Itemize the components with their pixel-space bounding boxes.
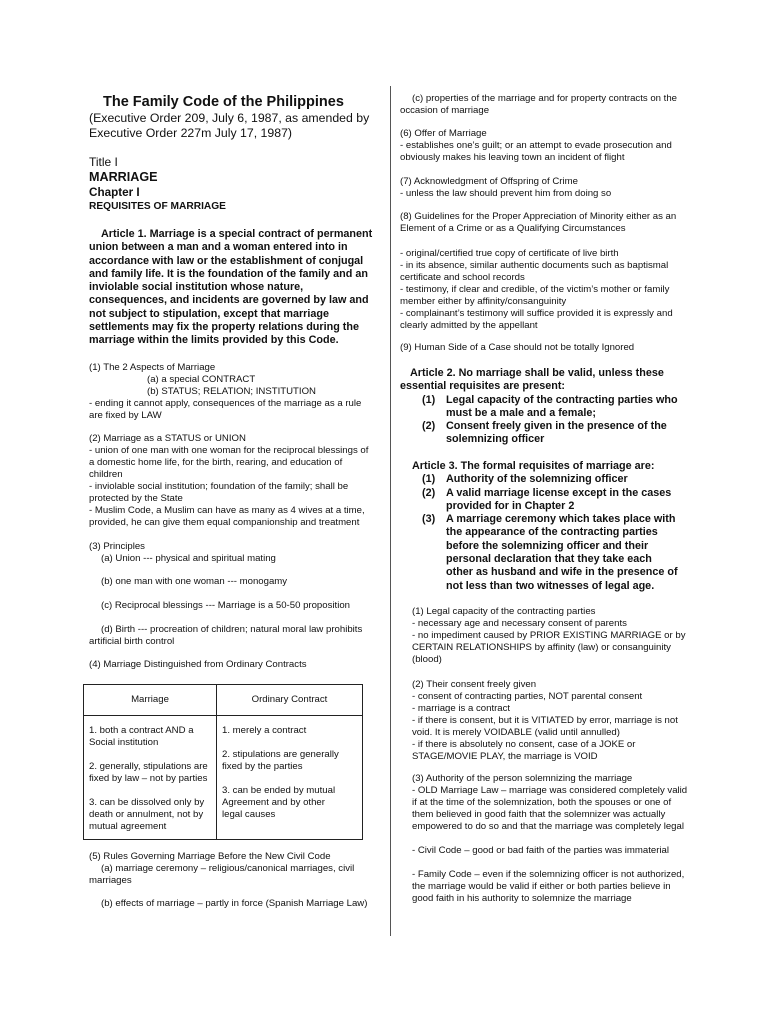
- marriage-cell: [84, 716, 217, 840]
- article-2-item: [400, 420, 692, 433]
- cell-line: Social institution: [89, 737, 159, 748]
- family-code-line: good faith in his authority to solemnize the marriage: [412, 893, 632, 904]
- cell-line: 2. generally, stipulations are: [89, 761, 208, 772]
- evidence-line: certificate and school records: [400, 272, 525, 283]
- civil-code-line: - Civil Code – good or bad faith of the parties was immaterial: [412, 845, 670, 856]
- table-header-marriage: Marriage: [84, 685, 217, 716]
- capacity-line: CERTAIN RELATIONSHIPS by affinity (law) or consanguinity: [412, 642, 671, 653]
- cell-line: mutual agreement: [89, 821, 167, 832]
- status-line: protected by the State: [89, 493, 183, 504]
- table-header-contract: Ordinary Contract: [217, 685, 363, 716]
- status-line: a domestic home life, for the birth, rearing, and education of: [89, 457, 343, 468]
- property-item: [400, 93, 692, 117]
- acknowledgment-line: (7) Acknowledgment of Offspring of Crime: [400, 176, 578, 187]
- status-line: provided, he can give them equal companionship and treatment: [89, 517, 360, 528]
- status-line: - Muslim Code, a Muslim can have as many as 4 wives at a time,: [89, 505, 365, 516]
- article-3-item-continued: provided for in Chapter 2: [446, 499, 575, 512]
- article-1-line: not subject to stipulation, except that marriage: [89, 307, 329, 320]
- rules-heading: (5) Rules Governing Marriage Before the New Civil Code: [89, 851, 331, 862]
- rules-item: (a) marriage ceremony – religious/canonical marriages, civil: [101, 863, 355, 874]
- principle-item-continued: artificial birth control: [89, 636, 175, 647]
- table-row: [84, 716, 363, 840]
- article-3-item: [400, 487, 692, 500]
- principle-item: (c) Reciprocal blessings --- Marriage is a 50-50 proposition: [101, 600, 351, 611]
- article-3-item-continued: before the solemnizing officer and their: [446, 539, 649, 552]
- property-line: occasion of marriage: [400, 105, 490, 116]
- cell-line: 1. both a contract AND a: [89, 725, 194, 736]
- consent-line: - consent of contracting parties, NOT parental consent: [412, 691, 643, 702]
- item-number: (1): [422, 473, 436, 486]
- consent-line: - if there is absolutely no consent, case of a JOKE or: [412, 739, 636, 750]
- human-side: [400, 342, 692, 354]
- authority-line: if at the time of the solemnization, both the spouses or one of: [412, 797, 672, 808]
- offer-line: (6) Offer of Marriage: [400, 128, 487, 139]
- cell-line: fixed by law – not by parties: [89, 773, 208, 784]
- acknowledgment-line: - unless the law should prevent him from doing so: [400, 188, 612, 199]
- consent-line: (2) Their consent freely given: [412, 679, 537, 690]
- article-1-line: settlements may fix the property relations during the: [89, 321, 359, 334]
- acknowledgment-section: [400, 176, 692, 200]
- article-1-line: marriage within the limits provided by this Code.: [89, 334, 339, 347]
- aspects-heading: (1) The 2 Aspects of Marriage: [89, 362, 216, 373]
- marriage-cell-item: [89, 725, 211, 749]
- article-2-line: Article 2. No marriage shall be valid, unless these: [410, 367, 664, 379]
- cell-line: legal causes: [222, 809, 276, 820]
- status-line: - union of one man with one woman for the reciprocal blessings of: [89, 445, 369, 456]
- article-2: [400, 367, 692, 447]
- principle-item: (b) one man with one woman --- monogamy: [101, 576, 288, 587]
- guidelines-line: Element of a Crime or as a Qualifying Circumstances: [400, 223, 626, 234]
- article-2-item-continued: solemnizing officer: [446, 433, 545, 446]
- column-divider: [390, 86, 391, 936]
- article-1-line: inviolable social institution whose nature,: [89, 281, 304, 294]
- item-text: Authority of the solemnizing officer: [446, 473, 628, 486]
- cell-line: 3. can be dissolved only by: [89, 797, 205, 808]
- aspects-note: - ending it cannot apply, consequences of the marriage as a rule: [89, 398, 362, 409]
- article-3: [400, 460, 692, 593]
- article-3-line: Article 3. The formal requisites of marriage are:: [412, 460, 655, 472]
- family-code-line: - Family Code – even if the solemnizing officer is not authorized,: [412, 869, 685, 880]
- guidelines-line: (8) Guidelines for the Proper Appreciation of Minority either as an: [400, 211, 677, 222]
- human-side-line: (9) Human Side of a Case should not be totally Ignored: [400, 342, 635, 353]
- article-3-item: [400, 513, 692, 526]
- capacity-line: - necessary age and necessary consent of parents: [412, 618, 627, 629]
- contract-cell-item: [222, 725, 357, 737]
- status-line: (2) Marriage as a STATUS or UNION: [89, 433, 246, 444]
- evidence-line: - complainant’s testimony will suffice provided it is expressly and: [400, 308, 673, 319]
- document-header: [89, 94, 385, 141]
- rules-item: (b) effects of marriage – partly in force (Spanish Marriage Law): [101, 898, 368, 909]
- article-1-line: accordance with law or the establishment of conjugal: [89, 254, 364, 267]
- article-3-item-continued: other as husband and wife in the presence of: [446, 566, 678, 579]
- authority-line: (3) Authority of the person solemnizing the marriage: [412, 773, 633, 784]
- article-1-line: consequences, and incidents are governed by law and: [89, 294, 369, 307]
- civil-code-note: [412, 845, 692, 857]
- aspects-section: [89, 362, 385, 422]
- evidence-line: - original/certified true copy of certificate of live birth: [400, 248, 619, 259]
- document-title: The Family Code of the Philippines: [103, 94, 344, 110]
- article-1-line: Article 1. Marriage is a special contract of permanent: [101, 228, 373, 240]
- principle-item: (a) Union --- physical and spiritual mating: [101, 553, 276, 564]
- evidence-line: member either by affinity/consanguinity: [400, 296, 567, 307]
- contract-cell: [217, 716, 363, 840]
- consent-line: - if there is consent, but it is VITIATED by error, marriage is not: [412, 715, 678, 726]
- article-3-item: [400, 473, 692, 486]
- offer-line: - establishes one’s guilt; or an attempt to evade prosecution and: [400, 140, 672, 151]
- consent-line: void. It is merely VOIDABLE (valid until annulled): [412, 727, 620, 738]
- cell-line: death or annulment, not by: [89, 809, 204, 820]
- title-label: Title I: [89, 155, 118, 169]
- principle-item: (d) Birth --- procreation of children; natural moral law prohibits: [101, 624, 363, 635]
- title-block: [89, 155, 385, 213]
- rules-section: [89, 851, 385, 887]
- marriage-cell-item: [89, 797, 211, 833]
- status-line: - inviolable social institution; foundation of the family; shall be: [89, 481, 349, 492]
- marriage-heading: MARRIAGE: [89, 170, 158, 184]
- principle-d: [89, 624, 385, 648]
- evidence-line: - testimony, if clear and credible, of the victim’s mother or family: [400, 284, 670, 295]
- article-1: [89, 228, 385, 348]
- offer-section: [400, 128, 692, 164]
- authority-line: them believed in good faith that the solemnizer was actually: [412, 809, 666, 820]
- property-line: (c) properties of the marriage and for property contracts on the: [412, 93, 678, 104]
- family-code-line: the marriage would be valid if either or both parties believe in: [412, 881, 671, 892]
- cell-line: 2. stipulations are generally: [222, 749, 339, 760]
- table-header-row: [84, 685, 363, 716]
- cell-line: 3. can be ended by mutual: [222, 785, 336, 796]
- family-code-notes: [412, 869, 692, 905]
- article-2-line: essential requisites are present:: [400, 380, 566, 393]
- capacity-line: - no impediment caused by PRIOR EXISTING MARRIAGE or by: [412, 630, 686, 641]
- chapter-heading: Chapter I: [89, 186, 140, 199]
- authority-line: - OLD Marriage Law – marriage was considered completely valid: [412, 785, 688, 796]
- rules-item-b: [89, 898, 385, 910]
- aspect-item: (a) a special CONTRACT: [147, 374, 256, 385]
- article-2-item: [400, 394, 692, 407]
- item-text: Legal capacity of the contracting parties who: [446, 393, 678, 406]
- evidence-list: [400, 248, 692, 332]
- document-subtitle-line: Executive Order 227m July 17, 1987): [89, 126, 293, 140]
- evidence-line: - in its absence, similar authentic documents such as baptismal: [400, 260, 669, 271]
- item-number: (2): [422, 486, 436, 499]
- offer-line: obviously makes his leaving town an incident of flight: [400, 152, 625, 163]
- authority-line: empowered to do so and that the marriage was completely legal: [412, 821, 684, 832]
- principles-heading: (3) Principles: [89, 541, 145, 552]
- capacity-line: (blood): [412, 654, 442, 665]
- document-subtitle-line: (Executive Order 209, July 6, 1987, as amended by: [89, 111, 370, 125]
- authority-notes: [412, 773, 692, 833]
- article-3-item-continued: not less than two witnesses of legal age.: [446, 579, 655, 592]
- status-section: [89, 433, 385, 529]
- contract-cell-item: [222, 785, 357, 821]
- comparison-table: [83, 684, 363, 840]
- article-3-item-continued: personal declaration that they take each: [446, 553, 652, 566]
- consent-line: STAGE/MOVIE PLAY, the marriage is VOID: [412, 751, 598, 762]
- contract-cell-item: [222, 749, 357, 773]
- requisites-heading: REQUISITES OF MARRIAGE: [89, 201, 226, 212]
- distinguished-heading: (4) Marriage Distinguished from Ordinary Contracts: [89, 659, 307, 670]
- consent-line: - marriage is a contract: [412, 703, 511, 714]
- article-3-item-continued: the appearance of the contracting parties: [446, 526, 658, 539]
- evidence-line: clearly admitted by the appellant: [400, 320, 538, 331]
- status-line: children: [89, 469, 123, 480]
- cell-line: 1. merely a contract: [222, 725, 307, 736]
- cell-line: Agreement and by other: [222, 797, 325, 808]
- principle-b: [89, 576, 385, 588]
- consent-notes: [412, 679, 692, 763]
- principle-c: [89, 600, 385, 612]
- cell-line: fixed by the parties: [222, 761, 303, 772]
- article-1-line: and family life. It is the foundation of the family and an: [89, 267, 368, 280]
- item-text: A marriage ceremony which takes place with: [446, 513, 676, 526]
- item-text: Consent freely given in the presence of the: [446, 420, 667, 433]
- aspects-note: are fixed by LAW: [89, 410, 162, 421]
- item-number: (3): [422, 513, 436, 526]
- guidelines-section: [400, 211, 692, 235]
- capacity-line: (1) Legal capacity of the contracting parties: [412, 606, 596, 617]
- capacity-notes: [412, 606, 692, 666]
- article-2-item-continued: must be a male and a female;: [446, 406, 597, 419]
- item-number: (2): [422, 420, 436, 433]
- principles-section: [89, 541, 385, 565]
- item-number: (1): [422, 393, 436, 406]
- item-text: A valid marriage license except in the cases: [446, 486, 672, 499]
- rules-item-continued: marriages: [89, 875, 132, 886]
- marriage-cell-item: [89, 761, 211, 785]
- distinguished-heading-block: [89, 659, 385, 671]
- article-1-line: union between a man and a woman entered into in: [89, 241, 348, 254]
- aspect-item: (b) STATUS; RELATION; INSTITUTION: [147, 386, 316, 397]
